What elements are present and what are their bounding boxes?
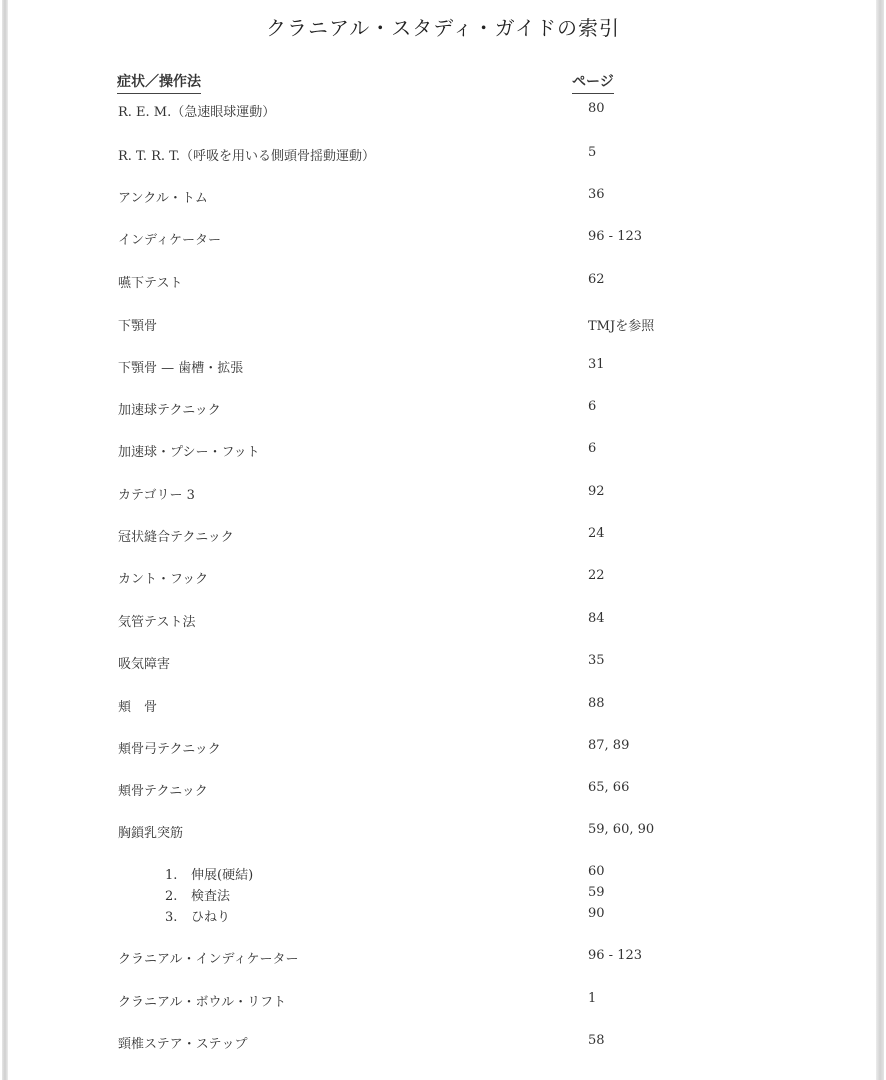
entry-page: 36 [588, 187, 605, 202]
index-entry [0, 948, 886, 968]
entry-page: 87, 89 [588, 738, 630, 753]
index-entry [0, 1033, 886, 1053]
entry-term: クラニアル・インディケーター [118, 952, 299, 967]
entry-term [165, 906, 230, 925]
index-entry [0, 272, 886, 292]
index-entry [0, 991, 886, 1011]
entry-term: 嚥下テスト [118, 276, 183, 291]
index-entry [0, 187, 886, 207]
index-entry [0, 315, 886, 335]
entry-term: 吸気障害 [118, 657, 171, 672]
index-sub-entry [0, 885, 886, 905]
entry-term: 頬 骨 [118, 700, 158, 715]
index-entry [0, 441, 886, 461]
column-header-page: ページ [572, 71, 614, 94]
entry-term: 頬骨テクニック [118, 784, 208, 799]
entry-term-text: 伸展(硬結) [191, 868, 254, 883]
entry-page: 92 [588, 484, 605, 499]
index-entry [0, 145, 886, 165]
page-title: クラニアル・スタディ・ガイドの索引 [266, 16, 620, 40]
entry-page: 5 [588, 145, 597, 160]
index-entry [0, 229, 886, 249]
entry-term: 胸鎖乳突筋 [118, 826, 184, 841]
index-entry [0, 611, 886, 631]
column-header-term: 症状／操作法 [117, 71, 201, 94]
entry-page: 1 [588, 991, 597, 1006]
entry-page: 96 - 123 [588, 229, 643, 244]
entry-term: R. E. M.（急速眼球運動） [118, 105, 276, 120]
index-entry [0, 526, 886, 546]
entry-term-text: 検査法 [191, 889, 231, 904]
entry-term: カント・フック [118, 572, 209, 587]
entry-term: アンクル・トム [118, 191, 208, 206]
index-entry [0, 101, 886, 121]
entry-page: 84 [588, 611, 605, 626]
index-entry [0, 653, 886, 673]
index-entry [0, 484, 886, 504]
entry-term [165, 864, 253, 883]
entry-page: 58 [588, 1033, 605, 1048]
entry-number: 3. [165, 910, 178, 925]
index-entry [0, 738, 886, 758]
entry-number: 2. [165, 889, 178, 904]
entry-page: 59, 60, 90 [588, 822, 655, 837]
entry-number: 1. [165, 868, 178, 883]
entry-term: クラニアル・ボウル・リフト [118, 995, 287, 1010]
entry-page: 60 [588, 864, 605, 879]
entry-term: 気管テスト法 [118, 615, 196, 630]
entry-term: 頸椎ステア・ステップ [118, 1037, 248, 1052]
entry-page: 59 [588, 885, 605, 900]
entry-page: 80 [588, 101, 605, 116]
entry-page: 65, 66 [588, 780, 630, 795]
index-sub-entry [0, 906, 886, 926]
index-entry [0, 357, 886, 377]
entry-page: 62 [588, 272, 605, 287]
entry-page: 6 [588, 441, 597, 456]
index-entry [0, 822, 886, 842]
entry-page: TMJを参照 [588, 319, 655, 334]
entry-page: 31 [588, 357, 605, 372]
entry-term: 頬骨弓テクニック [118, 742, 221, 757]
entry-term: 下顎骨 [118, 319, 158, 334]
index-entry [0, 780, 886, 800]
entry-term: 加速球テクニック [118, 403, 221, 418]
entry-page: 96 - 123 [588, 948, 643, 963]
index-sub-entry [0, 864, 886, 884]
entry-term: R. T. R. T.（呼吸を用いる側頭骨揺動運動） [118, 149, 376, 164]
entry-page: 24 [588, 526, 605, 541]
entry-term: カテゴリー 3 [118, 488, 195, 503]
entry-term-text: ひねり [191, 910, 231, 925]
index-entry [0, 399, 886, 419]
entry-page: 35 [588, 653, 605, 668]
entry-term: インディケーター [118, 233, 221, 248]
index-entry [0, 568, 886, 588]
entry-page: 6 [588, 399, 597, 414]
index-entry [0, 696, 886, 716]
entry-term: 加速球・プシー・フット [118, 445, 260, 460]
entry-term [165, 885, 230, 904]
entry-page: 22 [588, 568, 605, 583]
entry-page: 88 [588, 696, 605, 711]
entry-term: 冠状縫合テクニック [118, 530, 234, 545]
entry-term: 下顎骨 — 歯槽・拡張 [118, 361, 244, 376]
entry-page: 90 [588, 906, 605, 921]
